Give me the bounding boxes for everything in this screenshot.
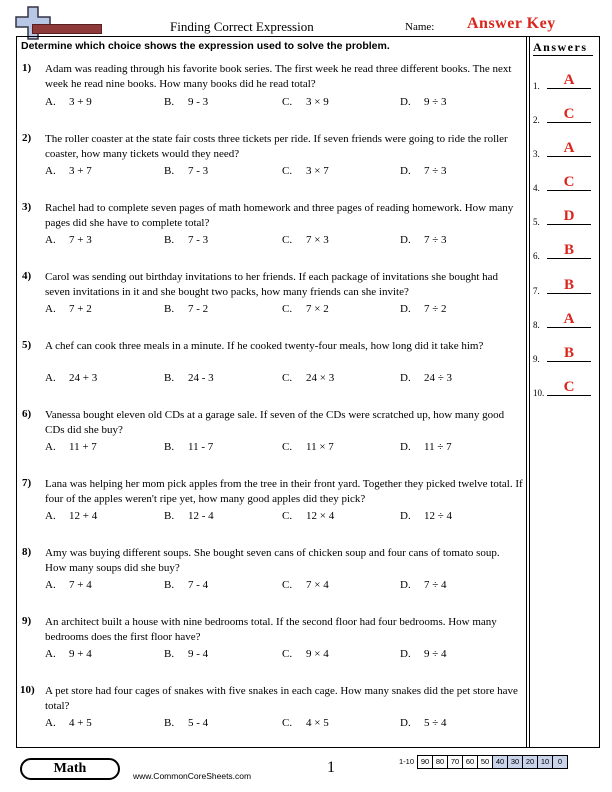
answer-row-1: 1. A	[533, 71, 595, 91]
answer-row-4: 4. C	[533, 173, 595, 193]
choice-a: A. 3 + 9	[45, 96, 92, 108]
choice-d: D. 7 ÷ 3	[400, 165, 447, 177]
choice-a: A. 4 + 5	[45, 717, 92, 729]
choice-c: C. 24 × 3	[282, 372, 335, 384]
name-label: Name:	[405, 21, 435, 33]
choice-a: A. 9 + 4	[45, 648, 92, 660]
choice-a: A. 12 + 4	[45, 510, 98, 522]
question-number: 10)	[20, 684, 35, 696]
subject-badge: Math	[20, 758, 120, 780]
column-divider	[526, 36, 527, 748]
choice-a: A. 7 + 2	[45, 303, 92, 315]
score-cell: 50	[477, 755, 493, 769]
choice-a: A. 7 + 4	[45, 579, 92, 591]
question-number: 4)	[22, 270, 32, 282]
answers-heading: Answers	[533, 40, 588, 54]
answer-row-2: 2. C	[533, 105, 595, 125]
answer-value: B	[563, 277, 574, 293]
answer-value: A	[563, 311, 575, 327]
choice-b: B. 11 - 7	[164, 441, 214, 453]
answer-row-7: 7. B	[533, 276, 595, 296]
question-text: Vanessa bought eleven old CDs at a garage sale. If seven of the CDs were scratched up, how many good CDs did she buy?	[45, 409, 505, 436]
choice-b: B. 7 - 2	[164, 303, 209, 315]
choice-d: D. 9 ÷ 4	[400, 648, 447, 660]
question-text: An architect built a house with nine bedrooms total. If the second floor had four bedrooms. How many bedrooms does the first floor have?	[45, 616, 497, 643]
choice-a: A. 11 + 7	[45, 441, 97, 453]
answer-row-10: 10. C	[533, 378, 595, 398]
question-number: 7)	[22, 477, 32, 489]
question-number: 1)	[22, 62, 32, 74]
score-cell: 40	[492, 755, 508, 769]
score-cell: 30	[507, 755, 523, 769]
column-divider-inner	[529, 36, 530, 748]
question-number: 9)	[22, 615, 32, 627]
choice-c: C. 3 × 9	[282, 96, 329, 108]
page-number: 1	[327, 759, 335, 776]
score-cell: 70	[447, 755, 463, 769]
answers-heading-underline	[533, 55, 593, 56]
answer-value: A	[563, 140, 575, 156]
choice-c: C. 7 × 2	[282, 303, 329, 315]
choice-c: C. 11 × 7	[282, 441, 334, 453]
answer-value: D	[563, 208, 575, 224]
question-number: 8)	[22, 546, 32, 558]
choice-b: B. 7 - 3	[164, 165, 209, 177]
question-text: Lana was helping her mom pick apples from the tree in their front yard. Together they picked twelve total. If four of the apples weren't ripe yet, how many good apples did they pick?	[45, 478, 523, 505]
question-text: A chef can cook three meals in a minute. If he cooked twenty-four meals, how long did it take him?	[45, 340, 484, 352]
question-number: 5)	[22, 339, 32, 351]
score-cell: 90	[417, 755, 433, 769]
choice-d: D. 12 ÷ 4	[400, 510, 453, 522]
choice-c: C. 9 × 4	[282, 648, 329, 660]
question-number: 3)	[22, 201, 32, 213]
choice-d: D. 11 ÷ 7	[400, 441, 452, 453]
plus-logo-icon	[14, 6, 54, 40]
score-cell: 0	[552, 755, 568, 769]
choice-b: B. 9 - 3	[164, 96, 209, 108]
score-cell: 80	[432, 755, 448, 769]
choice-d: D. 7 ÷ 2	[400, 303, 447, 315]
score-table	[397, 755, 568, 769]
answer-key-label: Answer Key	[467, 15, 556, 32]
site-url: www.CommonCoreSheets.com	[133, 771, 252, 781]
choice-d: D. 9 ÷ 3	[400, 96, 447, 108]
choice-c: C. 12 × 4	[282, 510, 335, 522]
choice-d: D. 5 ÷ 4	[400, 717, 447, 729]
instructions: Determine which choice shows the expression used to solve the problem.	[21, 40, 390, 52]
choice-c: C. 7 × 4	[282, 579, 329, 591]
answer-value: B	[563, 345, 574, 361]
choice-a: A. 3 + 7	[45, 165, 92, 177]
answer-row-6: 6. B	[533, 241, 595, 261]
answer-value: A	[563, 72, 575, 88]
choice-a: A. 24 + 3	[45, 372, 98, 384]
answer-row-3: 3. A	[533, 139, 595, 159]
score-cell: 60	[462, 755, 478, 769]
question-text: The roller coaster at the state fair costs three tickets per ride. If seven friends were going to ride the roller coaster, how many tickets would they need?	[45, 133, 508, 160]
answer-value: C	[563, 106, 575, 122]
question-text: Rachel had to complete seven pages of math homework and three pages of reading homework. How many pages did she have to complete total?	[45, 202, 514, 229]
question-text: Carol was sending out birthday invitations to her friends. If each package of invitations she bought had seven invitations in it and she bought two packs, how many friends can she invite?	[45, 271, 499, 298]
choice-b: B. 7 - 4	[164, 579, 209, 591]
worksheet-title: Finding Correct Expression	[170, 19, 314, 34]
question-text: Amy was buying different soups. She bought seven cans of chicken soup and four cans of tomato soup. How many soups did she buy?	[45, 547, 500, 574]
answer-value: C	[563, 379, 575, 395]
answer-row-5: 5. D	[533, 207, 595, 227]
choice-d: D. 7 ÷ 4	[400, 579, 447, 591]
header-bar	[32, 24, 102, 34]
choice-b: B. 5 - 4	[164, 717, 209, 729]
answer-value: B	[563, 242, 574, 258]
answer-value: C	[563, 174, 575, 190]
choice-d: D. 24 ÷ 3	[400, 372, 453, 384]
choice-a: A. 7 + 3	[45, 234, 92, 246]
score-cell: 10	[537, 755, 553, 769]
choice-c: C. 4 × 5	[282, 717, 329, 729]
answer-row-8: 8. A	[533, 310, 595, 330]
answer-row-9: 9. B	[533, 344, 595, 364]
choice-b: B. 24 - 3	[164, 372, 214, 384]
score-range-label: 1-10	[399, 757, 415, 766]
question-number: 2)	[22, 132, 32, 144]
question-text: Adam was reading through his favorite book series. The first week he read three different books. The next week he read nine books. How many books did he read total?	[45, 63, 512, 90]
choice-b: B. 7 - 3	[164, 234, 209, 246]
choice-d: D. 7 ÷ 3	[400, 234, 447, 246]
question-text: A pet store had four cages of snakes with five snakes in each cage. How many snakes did the pet store have total?	[45, 685, 518, 712]
choice-c: C. 3 × 7	[282, 165, 329, 177]
question-number: 6)	[22, 408, 32, 420]
choice-b: B. 12 - 4	[164, 510, 214, 522]
choice-c: C. 7 × 3	[282, 234, 329, 246]
choice-b: B. 9 - 4	[164, 648, 209, 660]
score-cell: 20	[522, 755, 538, 769]
